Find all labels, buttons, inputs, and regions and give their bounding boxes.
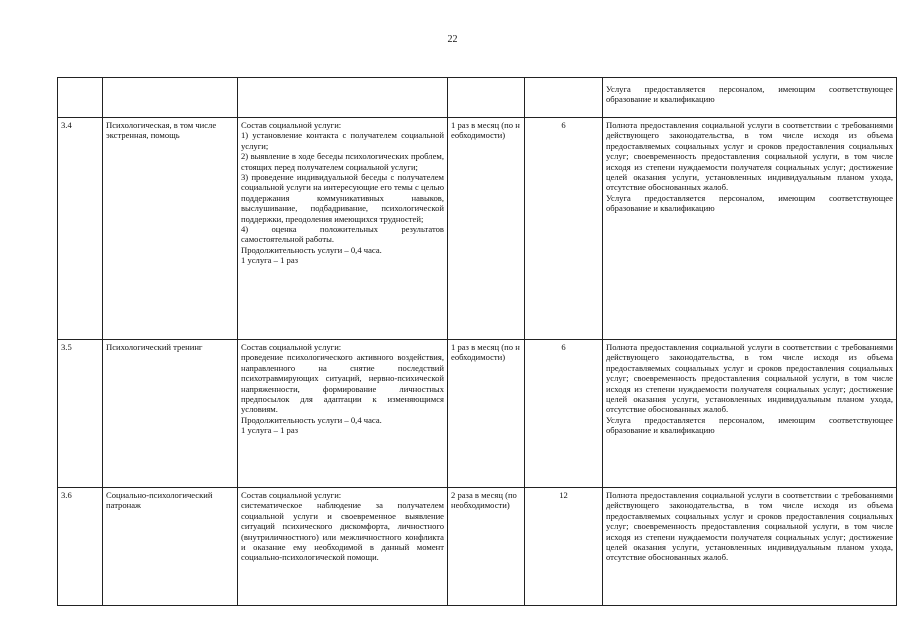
composition-line: проведение психологического активного воздействия, направленного на снятие последствий психотравмирующих ситуаций, нервно-психической напряженности, формирование личностных предпосылок для адаптации к изменяющимся условиям. [241, 352, 444, 415]
composition-line: Состав социальной услуги: [241, 342, 342, 352]
cell-num: 3.5 [58, 340, 103, 488]
composition-line: 1 услуга – 1 раз [241, 425, 299, 436]
cell-name: Психологическая, в том числе экстренная, помощь [103, 118, 238, 340]
composition-line: Продолжительность услуги – 0,4 часа. [241, 414, 382, 425]
cell-composition [238, 78, 448, 118]
criteria-text: Услуга предоставляется персоналом, имеющим соответствующее образование и квалификацию [606, 192, 893, 214]
cell-frequency: 1 раз в месяц (по необходимости) [448, 118, 525, 340]
composition-line: Состав социальной услуги: [241, 120, 342, 130]
table-row [58, 118, 897, 340]
page-number: 22 [447, 34, 458, 45]
cell-volume: 12 [525, 488, 603, 606]
cell-volume: 6 [525, 118, 603, 340]
cell-criteria [603, 118, 897, 340]
cell-composition [238, 118, 448, 340]
composition-line: систематическое наблюдение за получателем социальной услуги и своевременное выявление ситуаций психического дискомфорта, личностного (внутриличностного) или межличностного конфликта и оказание ему необходимой в данный момент социально-психологической помощи. [241, 500, 444, 563]
cell-volume: 6 [525, 340, 603, 488]
table-row [58, 340, 897, 488]
composition-line: 1 услуга – 1 раз [241, 255, 299, 266]
cell-num [58, 78, 103, 118]
cell-frequency [448, 78, 525, 118]
criteria-text: Услуга предоставляется персоналом, имеющим соответствующее образование и квалификацию [606, 414, 893, 436]
criteria-text: Полнота предоставления социальной услуги в соответствии с требованиями действующего законодательства, в том числе исходя из объема предоставляемых социальных услуг и сроков предоставления социальных услуг; своевременность предоставления социальной услуги, в том числе исходя из степени нуждаемости получателя социальных услуг; достижение целей оказания услуги, установленных индивидуальным планом ухода, отсутствие обоснованных жалоб. [606, 490, 893, 563]
cell-composition [238, 488, 448, 606]
cell-num: 3.6 [58, 488, 103, 606]
cell-frequency: 2 раза в месяц (по необходимости) [448, 488, 525, 606]
cell-frequency: 1 раз в месяц (по необходимости) [448, 340, 525, 488]
criteria-text: Полнота предоставления социальной услуги в соответствии с требованиями действующего законодательства, в том числе исходя из объема предоставляемых социальных услуг и сроков предоставления социальных услуг; своевременность предоставления социальной услуги, в том числе исходя из степени нуждаемости получателя социальных услуг; достижение целей оказания услуги, установленных индивидуальным планом ухода, отсутствие обоснованных жалоб. [606, 120, 893, 193]
composition-line: 4) оценка положительных результатов самостоятельной работы. [241, 224, 444, 245]
services-table [57, 77, 897, 606]
cell-name: Социально-психологический патронаж [103, 488, 238, 606]
cell-num: 3.4 [58, 118, 103, 340]
criteria-text: Полнота предоставления социальной услуги в соответствии с требованиями действующего законодательства, в том числе исходя из объема предоставляемых социальных услуг и сроков предоставления социальных услуг; своевременность предоставления социальной услуги, в том числе исходя из степени нуждаемости получателя социальных услуг; достижение целей оказания услуги, установленных индивидуальным планом ухода, отсутствие обоснованных жалоб. [606, 342, 893, 415]
cell-name: Психологический тренинг [103, 340, 238, 488]
composition-line: Продолжительность услуги – 0,4 часа. [241, 244, 382, 255]
table-row [58, 488, 897, 606]
cell-composition [238, 340, 448, 488]
cell-criteria [603, 488, 897, 606]
composition-line: 1) установление контакта с получателем социальной услуги; [241, 130, 444, 151]
criteria-text: Услуга предоставляется персоналом, имеющим соответствующее образование и квалификацию [606, 84, 893, 105]
cell-name [103, 78, 238, 118]
composition-line: 3) проведение индивидуальной беседы с получателем социальной услуги на интересующие его темы с целью поддержания коммуникативных навыков, выслушивание, подбадривание, психологической поддержки, преодоления имеющихся трудностей; [241, 172, 444, 224]
composition-line: Состав социальной услуги: [241, 490, 342, 500]
cell-volume [525, 78, 603, 118]
table-row-continuation [58, 78, 897, 118]
cell-criteria [603, 340, 897, 488]
cell-criteria [603, 78, 897, 118]
composition-line: 2) выявление в ходе беседы психологических проблем, стоящих перед получателем социальной услуги; [241, 151, 444, 172]
